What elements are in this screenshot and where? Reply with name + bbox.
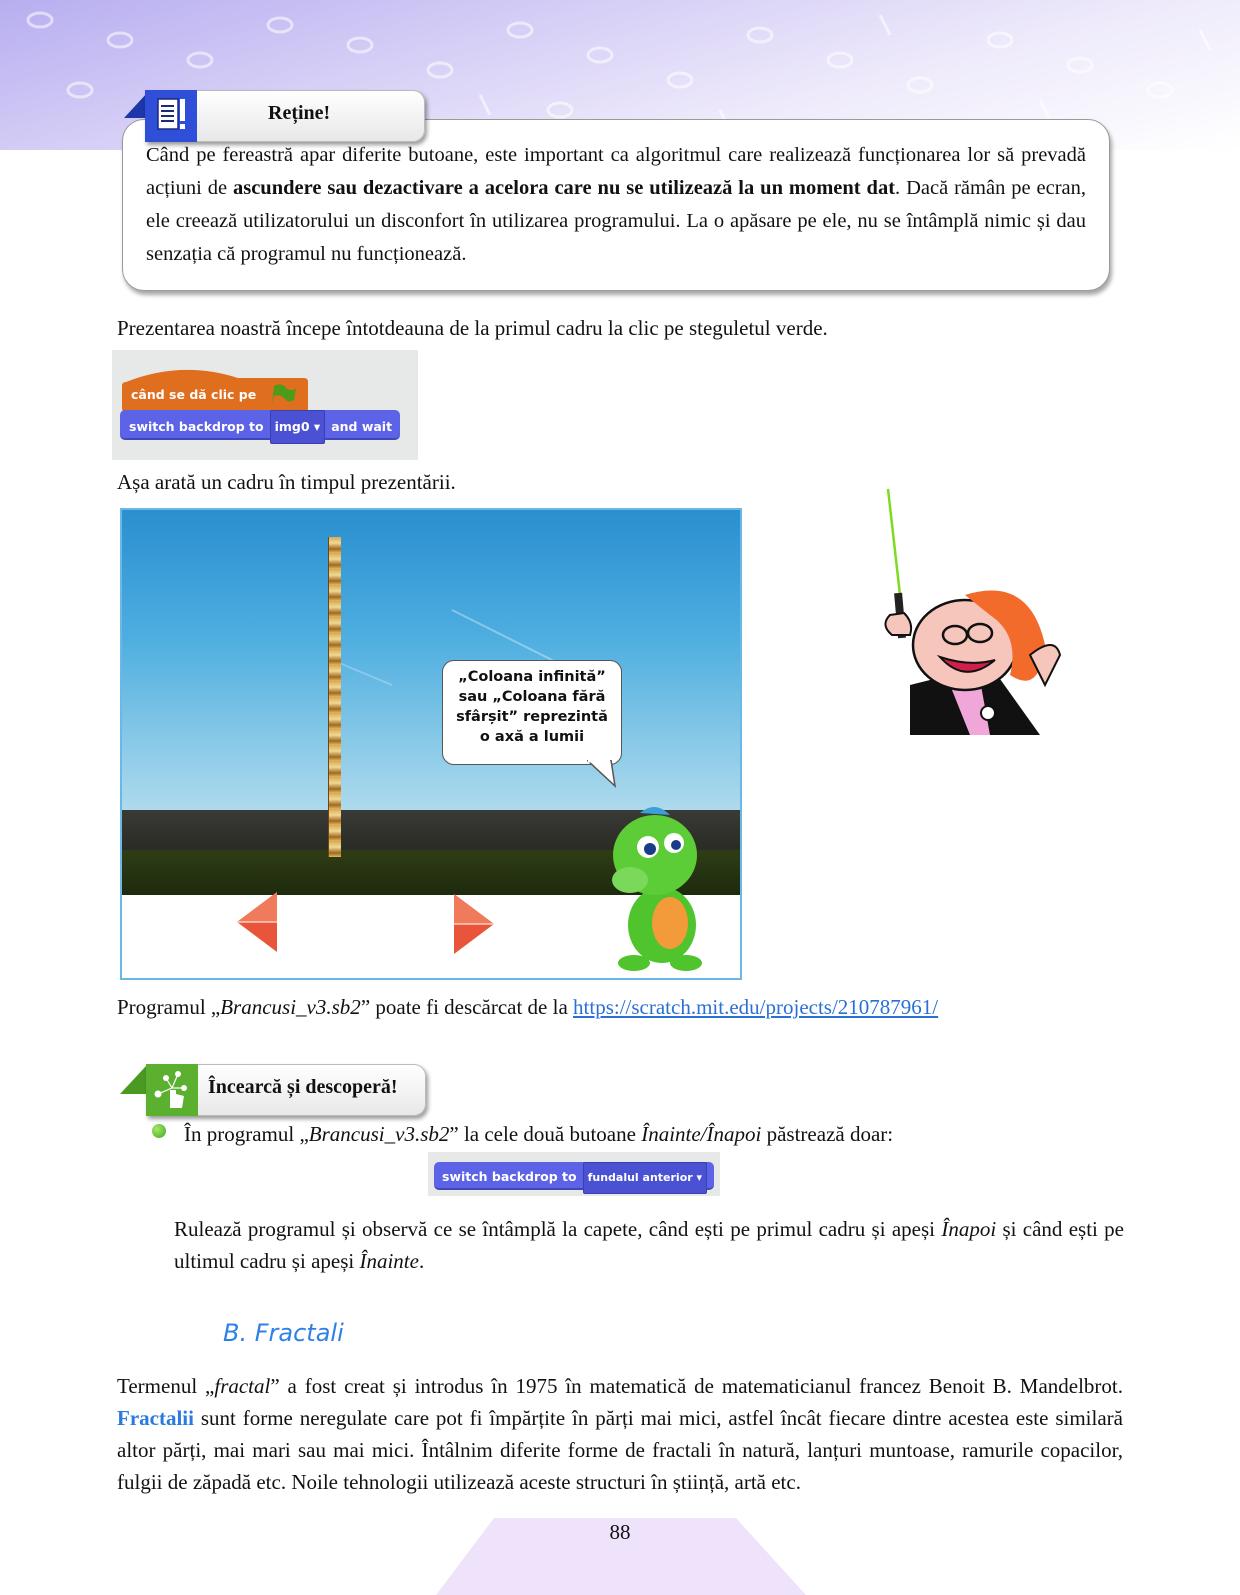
teacher-cartoon-illustration [870, 485, 1065, 735]
try-item-buttons: Înainte/Înapoi [641, 1122, 762, 1146]
run-text-italic: Înainte [359, 1249, 419, 1273]
sky-contrails [122, 510, 740, 840]
next-arrow-button[interactable] [452, 892, 496, 956]
run-text: . [418, 1249, 425, 1273]
try-title: Încearcă și descoperă! [208, 1076, 398, 1098]
endless-column [328, 537, 341, 857]
block-label: switch backdrop to [129, 419, 264, 434]
bubble-line: sfârșit” reprezintă [456, 709, 608, 725]
dropdown-value: img0 [274, 419, 310, 434]
section-heading-fractali: B. Fractali [223, 1319, 344, 1347]
hat-block-label: când se dă clic pe [131, 387, 257, 402]
download-line [117, 991, 938, 1023]
retine-title: Reține! [268, 102, 331, 124]
switch-backdrop-and-wait-block[interactable] [120, 410, 400, 440]
switch-backdrop-block[interactable] [434, 1162, 714, 1190]
download-text: ” poate fi descărcat de la [360, 995, 574, 1019]
run-text: Rulează programul și observă ce se întâmplă la capete, când ești pe primul cadru și apeși [174, 1217, 942, 1241]
dropdown-value: fundalul anterior [587, 1171, 693, 1184]
block-label: switch backdrop to [442, 1169, 577, 1184]
document-note-icon [145, 90, 197, 142]
backdrop-dropdown[interactable] [270, 410, 326, 444]
download-text: Programul „ [117, 995, 221, 1019]
dinosaur-sprite [600, 795, 730, 975]
green-bullet-icon [152, 1124, 166, 1138]
speech-bubble [442, 660, 622, 765]
fractali-term-italic: fractal [214, 1374, 271, 1398]
page-number: 88 [609, 1520, 631, 1544]
run-text: și când ești pe ultimul cadru și apeși [174, 1217, 1125, 1273]
try-item-filename: Brancusi_v3.sb2 [308, 1122, 450, 1146]
fractali-key-term: Fractalii [117, 1406, 194, 1430]
retine-text [146, 139, 1086, 271]
bubble-tail [587, 760, 617, 788]
try-item [184, 1118, 893, 1150]
bubble-line: o axă a lumii [479, 729, 585, 745]
backdrop-dropdown[interactable] [583, 1162, 707, 1194]
run-instruction [174, 1213, 1124, 1277]
retine-text-bold: ascundere sau dezactivare a acelora care nu se utilizează la un moment dat [232, 177, 896, 199]
download-filename: Brancusi_v3.sb2 [220, 995, 361, 1019]
project-download-link[interactable]: https://scratch.mit.edu/projects/210787961/ [573, 995, 939, 1019]
try-item-text: ” la cele două butoane [449, 1122, 642, 1146]
try-item-text: În programul „ [184, 1122, 309, 1146]
bubble-line: sau „Coloana fără [458, 689, 606, 705]
try-tab-flap [120, 1066, 146, 1094]
touch-hand-icon [146, 1064, 198, 1116]
retine-text-part: Când pe fereastră apar diferite butoane, este important ca algoritmul care realizează funcționarea lor să prevadă acțiuni de [146, 144, 1086, 199]
block-label: and wait [331, 419, 393, 434]
dropdown-arrow-icon: ▾ [313, 419, 321, 434]
try-item-text: păstrează doar: [761, 1122, 894, 1146]
retine-text-part: . Dacă rămân pe ecran, ele creează utilizatorului un disconfort în utilizarea programului. La o apăsare pe ele, nu se întâmplă nimic și dau senzația că programul nu funcționează. [146, 177, 1087, 265]
green-flag-icon [268, 382, 298, 406]
when-flag-clicked-block[interactable] [122, 378, 308, 412]
frame-caption: Așa arată un cadru în timpul prezentării. [117, 470, 456, 494]
fractali-text: ” a fost creat și introdus în 1975 în matematică de matematicianul francez Benoit B. Mandelbrot. [270, 1374, 1123, 1398]
run-text-italic: Înapoi [941, 1217, 997, 1241]
dropdown-arrow-icon: ▾ [696, 1171, 703, 1184]
fractali-text: Termenul „ [117, 1374, 215, 1398]
presentation-frame [120, 508, 742, 980]
intro-sentence: Prezentarea noastră începe întotdeauna de la primul cadru la clic pe steguletul verde. [117, 316, 828, 340]
fractali-paragraph [117, 1370, 1123, 1498]
bubble-line: „Coloana infinită” [458, 669, 606, 685]
fractali-text: sunt forme neregulate care pot fi împărțite în părți mai mici, astfel încât fiecare dintre acestea este similară altor părți, mai mari sau mai mici. Întâlnim diferite forme de fractali în natură, lanțuri muntoase, ramurile copacilor, fulgii de zăpadă etc. Noile tehnologii utilizează aceste structuri în știință, artă etc. [117, 1406, 1123, 1494]
previous-arrow-button[interactable] [235, 890, 279, 954]
